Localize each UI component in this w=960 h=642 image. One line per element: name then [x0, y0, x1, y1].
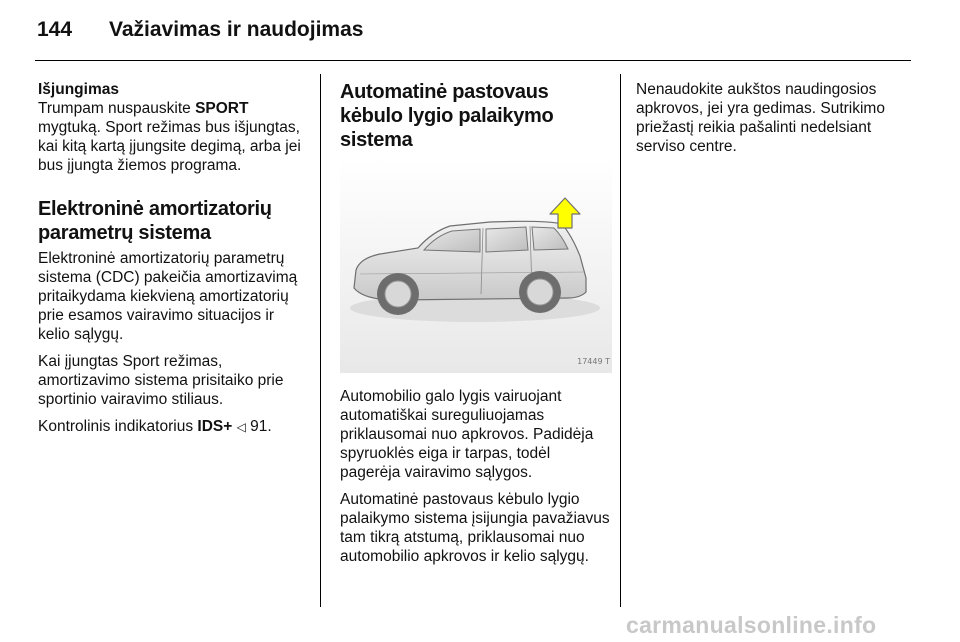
chapter-title: Važiavimas ir naudojimas [109, 18, 364, 41]
column-divider-2 [620, 74, 621, 607]
cdc-paragraph-3 [38, 417, 310, 437]
page-reference-arrow-icon: ◁ [236, 420, 246, 434]
ids-label: IDS+ [197, 418, 233, 435]
page-header [37, 18, 363, 42]
page-number: 144 [37, 18, 73, 41]
column-right [636, 80, 906, 164]
cdc-heading: Elektroninė amortizatorių parametrų sistema [38, 198, 272, 244]
level-control-heading: Automatinė pastovaus kėbulo lygio palaikymo sistema [340, 81, 554, 151]
off-text-post: mygtuką. Sport režimas bus išjungtas, kai kitą kartą įjungsite degimą, arba jei bus įjungta žiemos programa. [38, 119, 301, 174]
level-paragraph-2: Automatinė pastovaus kėbulo lygio palaikymo sistema įsijungia pavažiavus tam tikrą atstumą, priklausomai nuo automobilio apkrovos ir kelio sąlygų. [340, 491, 610, 565]
car-illustration [340, 158, 612, 373]
indicator-text-pre: Kontrolinis indikatorius [38, 418, 198, 435]
figure-id-label: 17449 T [577, 357, 610, 366]
sport-button-label: SPORT [195, 100, 249, 117]
header-rule [35, 60, 911, 61]
level-paragraph-1: Automobilio galo lygis vairuojant automatiškai sureguliuojamas priklausomai nuo apkrovos. Padidėja spyruoklės eiga ir tarpas, todėl pagerėja vairavimo sąlygos. [340, 388, 594, 481]
off-paragraph [38, 99, 310, 175]
cdc-paragraph-2: Kai įjungtas Sport režimas, amortizavimo sistema prisitaiko prie sportinio vairavimo stiliaus. [38, 353, 284, 408]
column-left [38, 80, 310, 445]
column-middle [340, 80, 610, 574]
watermark-text: carmanualsonline.info [626, 612, 877, 638]
off-heading: Išjungimas [38, 81, 119, 98]
car-level-figure [340, 158, 612, 373]
off-text-pre: Trumpam nuspauskite [38, 100, 196, 117]
cdc-paragraph-1: Elektroninė amortizatorių parametrų sistema (CDC) pakeičia amortizavimą pritaikydama kiekvieną amortizatorių prie esamos vairavimo situacijos ir kelio sąlygų. [38, 250, 298, 343]
warning-paragraph: Nenaudokite aukštos naudingosios apkrovos, jei yra gedimas. Sutrikimo priežastį reikia pašalinti nedelsiant serviso centre. [636, 81, 885, 155]
page-reference-number: 91. [245, 418, 272, 435]
column-divider-1 [320, 74, 321, 607]
rear-window [486, 227, 528, 252]
